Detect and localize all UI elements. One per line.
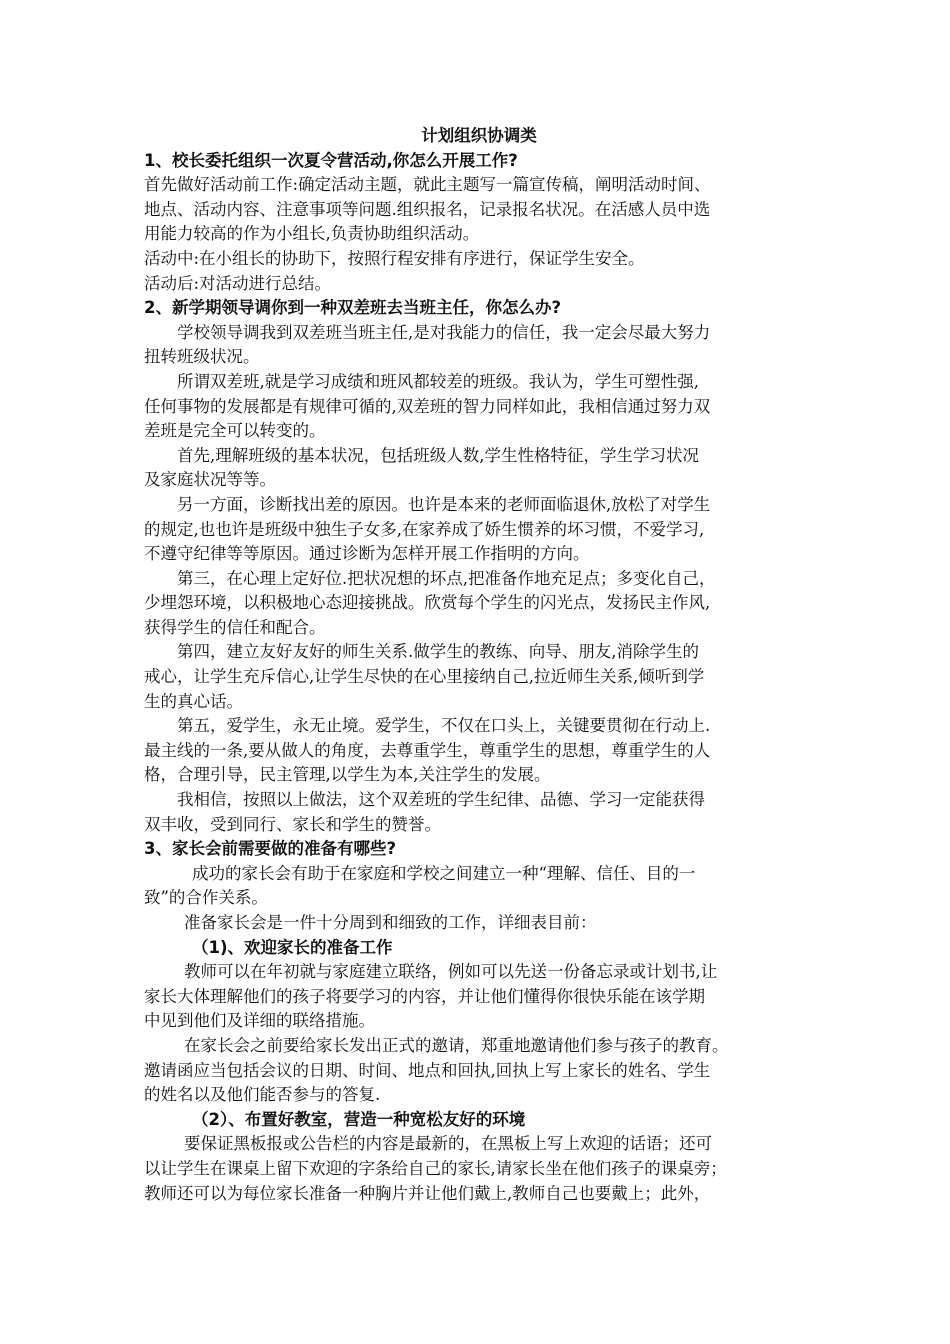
question-3-heading: 3、家长会前需要做的准备有哪些? (144, 839, 397, 859)
text-line: 教师还可以为每位家长准备一种胸片并让他们戴上,教师自己也要戴上；此外， (144, 1183, 711, 1203)
q1-paragraph-1 (144, 173, 814, 247)
text-line: 另一方面，诊断找出差的原因。也许是本来的老师面临退休,放松了对学生 (177, 494, 711, 514)
q3-paragraph-2 (144, 911, 814, 936)
q2-paragraph-6 (144, 640, 814, 714)
q2-paragraph-7 (144, 714, 814, 788)
text-line: 中见到他们及详细的联络措施。 (144, 1011, 375, 1031)
text-line: 获得学生的信任和配合。 (144, 617, 326, 637)
text-line: 第五，爱学生，永无止境。爱学生，不仅在口头上，关键要贯彻在行动上. (177, 716, 711, 736)
question-1-heading: 1、校长委托组织一次夏令营活动,你怎么开展工作? (144, 150, 518, 170)
text-line: 第四，建立友好友好的师生关系.做学生的教练、向导、朋友,消除学生的 (177, 642, 699, 662)
q1-paragraph-2: 活动中:在小组长的协助下，按照行程安排有序进行，保证学生安全。 (144, 248, 645, 268)
text-line: 邀请函应当包括会议的日期、时间、地点和回执,回执上写上家长的姓名、学生 (144, 1060, 711, 1080)
q3-paragraph-1 (144, 862, 814, 911)
text-line: 差班是完全可以转变的。 (144, 421, 326, 441)
text-line: 首先做好活动前工作:确定活动主题，就此主题写一篇宣传稿，阐明活动时间、 (144, 175, 711, 195)
text-line: 不遵守纪律等等原因。通过诊断为怎样开展工作指明的方向。 (144, 544, 590, 564)
text-line: 双丰收，受到同行、家长和学生的赞誉。 (144, 814, 441, 834)
text-line: 的姓名以及他们能否参与的答复. (144, 1085, 381, 1105)
text-line: 用能力较高的作为小组长,负责协助组织活动。 (144, 224, 480, 244)
q3-paragraph-5 (144, 1132, 814, 1206)
q1-paragraph-3: 活动后:对活动进行总结。 (144, 273, 332, 293)
text-line: 致”的合作关系。 (144, 888, 268, 908)
text-line: 要保证黑板报或公告栏的内容是最新的，在黑板上写上欢迎的话语；还可 (184, 1134, 712, 1154)
text-line: 第三，在心理上定好位.把状况想的坏点,把准备作地充足点；多变化自己， (177, 568, 716, 588)
text-line: 及家庭状况等等。 (144, 470, 276, 490)
text-line: 所谓双差班,就是学习成绩和班风都较差的班级。我认为，学生可塑性强, (177, 371, 699, 391)
text-line: 教师可以在年初就与家庭建立联络，例如可以先送一份备忘录或计划书,让 (184, 962, 718, 982)
q2-paragraph-3 (144, 444, 814, 493)
text-line: 扭转班级状况。 (144, 347, 260, 367)
q2-paragraph-1 (144, 321, 814, 370)
text-line: 生的真心话。 (144, 691, 243, 711)
text-line: 最主线的一条,要从做人的角度，去尊重学生，尊重学生的思想，尊重学生的人 (144, 740, 711, 760)
document-title: 计划组织协调类 (421, 126, 537, 145)
text-line: 家长大体理解他们的孩子将要学习的内容，并让他们懂得你很快乐能在该学期 (144, 986, 705, 1006)
q2-paragraph-2 (144, 370, 814, 444)
question-2-heading: 2、新学期领导调你到一种双差班去当班主任，你怎么办? (144, 298, 562, 318)
q2-paragraph-4 (144, 493, 814, 567)
q2-paragraph-8 (144, 788, 814, 837)
text-line: 任何事物的发展都是有规律可循的,双差班的智力同样如此，我相信通过努力双 (144, 396, 711, 416)
text-line: 成功的家长会有助于在家庭和学校之间建立一种“理解、信任、目的一 (192, 863, 696, 883)
q3-subheading-2: （2）、布置好教室，营造一种宽松友好的环境 (192, 1109, 526, 1129)
q3-paragraph-3 (144, 960, 814, 1034)
text-line: 的规定,也也许是班级中独生子女多,在家养成了娇生惯养的坏习惯，不爱学习, (144, 519, 705, 539)
text-line: 我相信，按照以上做法，这个双差班的学生纪律、品德、学习一定能获得 (177, 790, 705, 810)
text-line: 在家长会之前要给家长发出正式的邀请，郑重地邀请他们参与孩子的教育。 (184, 1035, 729, 1055)
text-line: 准备家长会是一件十分周到和细致的工作，详细表目前： (184, 913, 597, 932)
document-page (144, 124, 814, 1206)
text-line: 少埋怨环境，以积极地心态迎接挑战。欣赏每个学生的闪光点，发扬民主作风, (144, 593, 711, 613)
q2-paragraph-5 (144, 567, 814, 641)
text-line: 戒心，让学生充斥信心,让学生尽快的在心里接纳自己,拉近师生关系,倾听到学 (144, 667, 705, 687)
text-line: 以让学生在课桌上留下欢迎的字条给自己的家长,请家长坐在他们孩子的课桌旁； (144, 1158, 727, 1178)
text-line: 格，合理引导，民主管理,以学生为本,关注学生的发展。 (144, 765, 551, 785)
q3-subheading-1: （1)、欢迎家长的准备工作 (192, 937, 393, 957)
text-line: 地点、活动内容、注意事项等问题.组织报名，记录报名状况。在活感人员中选 (144, 199, 711, 219)
text-line: 学校领导调我到双差班当班主任,是对我能力的信任，我一定会尽最大努力 (177, 322, 711, 342)
q3-paragraph-4 (144, 1034, 814, 1108)
text-line: 首先,理解班级的基本状况，包括班级人数,学生性格特征，学生学习状况 (177, 445, 699, 465)
